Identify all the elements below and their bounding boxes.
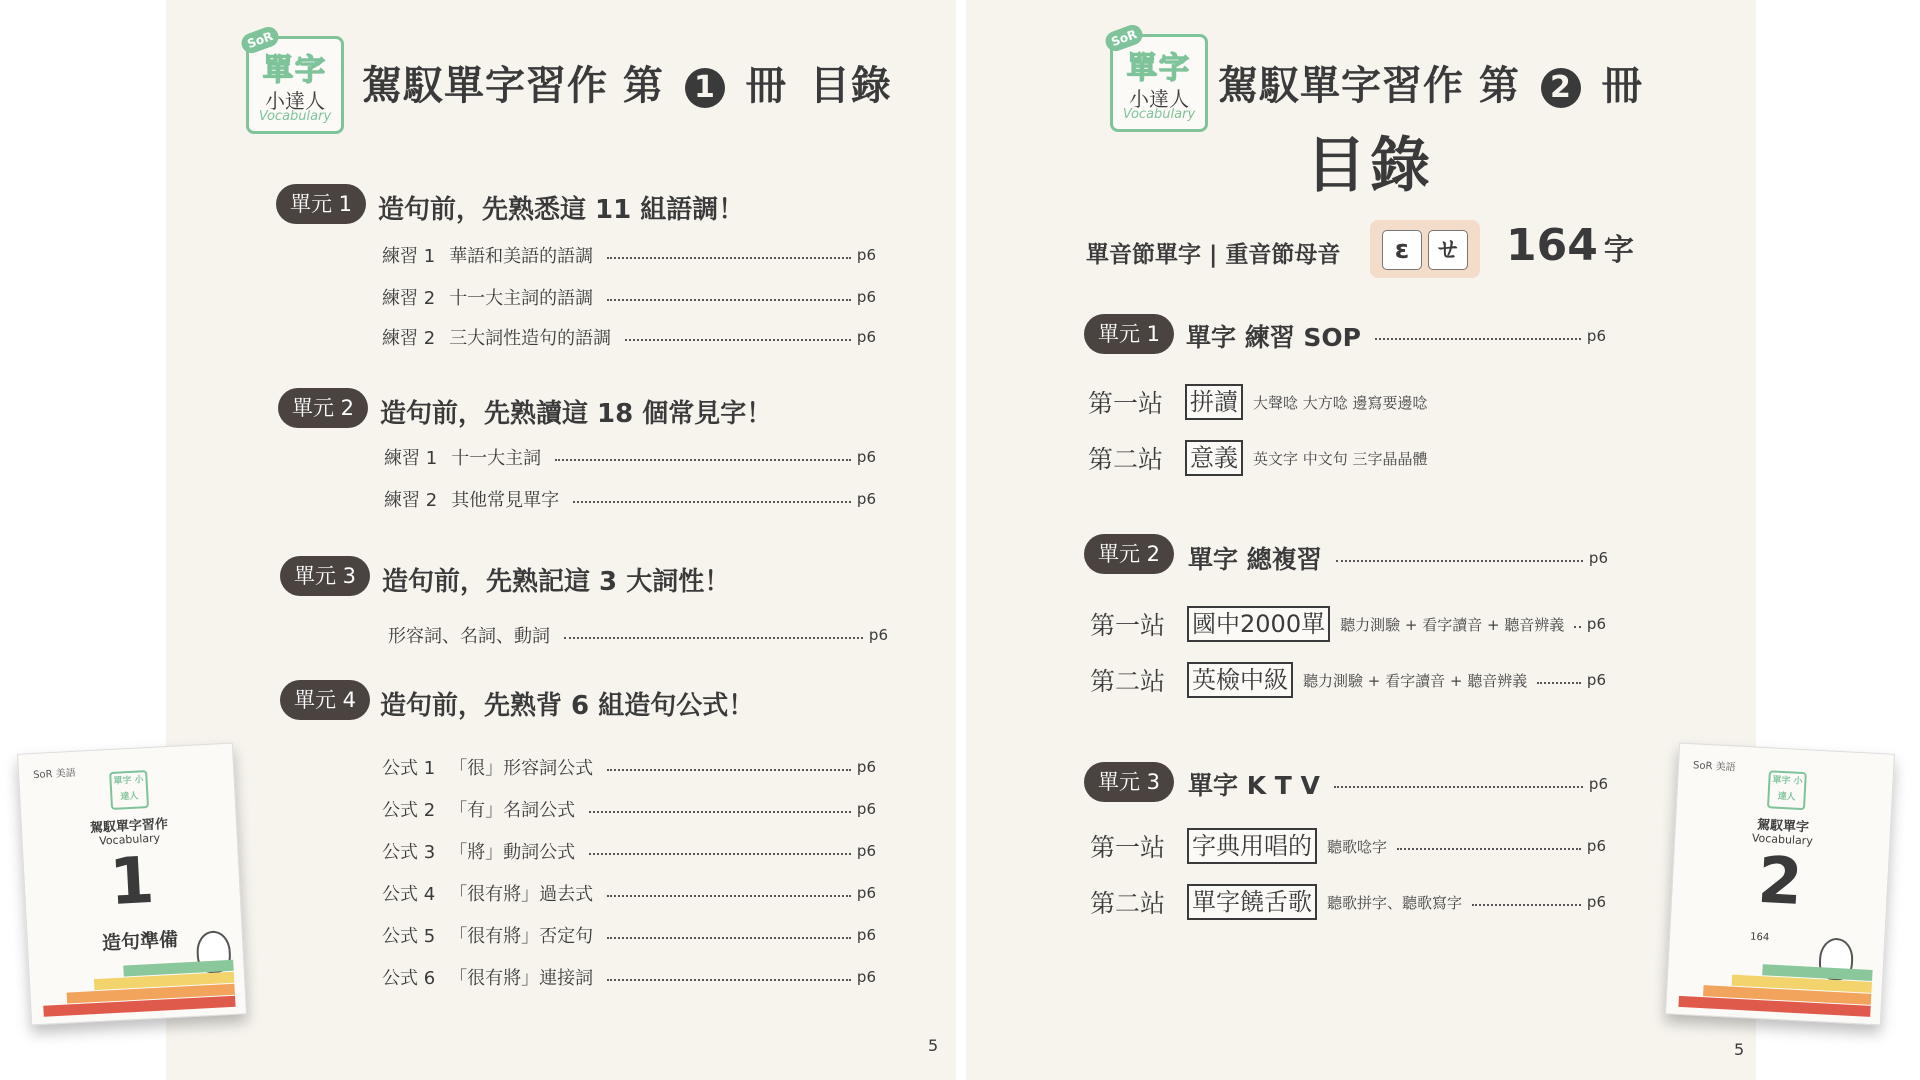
station-topic: 單字饒舌歌 xyxy=(1187,884,1317,920)
logo-sub-text: 小達人 xyxy=(265,89,325,113)
dot-leader xyxy=(555,459,851,461)
station-label: 第一站 xyxy=(1090,833,1166,862)
toc-line[interactable] xyxy=(382,754,876,780)
cover-vocabulary: Vocabulary xyxy=(98,831,161,848)
logo-sor-badge: SoR xyxy=(239,24,282,56)
toc-line-text: 華語和美語的語調 xyxy=(449,246,594,267)
unit-pill: 單元 3 xyxy=(1084,762,1174,802)
toc-line-text: 「很有將」連接詞 xyxy=(449,968,594,989)
dot-leader xyxy=(607,299,851,301)
logo-vocabulary-text: Vocabulary xyxy=(258,109,332,124)
dot-leader xyxy=(589,811,851,813)
unit-pill: 單元 3 xyxy=(280,556,370,596)
dot-leader xyxy=(1574,626,1581,628)
unit-pill: 單元 2 xyxy=(278,388,368,428)
toc-line-text: 「很」形容詞公式 xyxy=(449,758,594,779)
station-topic: 拼讀 xyxy=(1185,384,1243,420)
toc-line-text: 「將」動詞公式 xyxy=(449,842,576,863)
toc-page-number: p6 xyxy=(856,246,876,264)
station-line[interactable] xyxy=(1090,606,1606,642)
toc-line-label: 公式 3 xyxy=(382,842,436,863)
toc-page-number: p6 xyxy=(856,448,876,466)
toc-page-number: p6 xyxy=(1588,549,1608,567)
toc-line[interactable] xyxy=(384,486,876,512)
cover-brand: SoR 美語 xyxy=(32,767,77,782)
toc-page-number: p6 xyxy=(856,926,876,944)
book-number-badge: 1 xyxy=(685,68,725,108)
book-title xyxy=(362,54,892,111)
left-page xyxy=(166,0,956,1080)
toc-page-number: p6 xyxy=(856,842,876,860)
dot-leader xyxy=(607,257,851,259)
toc-heading: 目錄 xyxy=(1306,131,1434,201)
station-topic: 意義 xyxy=(1185,440,1243,476)
toc-line[interactable] xyxy=(388,622,888,648)
station-label: 第一站 xyxy=(1090,611,1166,640)
dot-leader xyxy=(607,895,851,897)
toc-page-number: p6 xyxy=(856,758,876,776)
station-topic: 國中2000單 xyxy=(1187,606,1330,642)
vocabulary-logo xyxy=(245,28,344,134)
cover-volume-number: 2 xyxy=(1755,843,1805,921)
cover-subtitle: 造句準備 xyxy=(101,928,179,955)
book-number-badge: 2 xyxy=(1541,68,1581,108)
station-label: 第二站 xyxy=(1088,445,1164,474)
dot-leader xyxy=(573,501,851,503)
cover-vocabulary: Vocabulary xyxy=(1751,831,1814,848)
unit-title: 單字 K T V xyxy=(1188,771,1320,800)
dot-leader xyxy=(589,853,851,855)
dot-leader xyxy=(1397,848,1581,850)
dot-leader xyxy=(1375,338,1581,340)
toc-line-text: 「很有將」否定句 xyxy=(449,926,594,947)
station-label: 第一站 xyxy=(1088,389,1164,418)
toc-heading: 目錄 xyxy=(809,63,892,109)
toc-line[interactable] xyxy=(382,242,876,268)
book-cover-1 xyxy=(17,743,247,1026)
unit-title: 單字 總複習 xyxy=(1188,545,1322,574)
toc-page-number: p6 xyxy=(868,626,888,644)
station-description: 聽力測驗 + 看字讀音 + 聽音辨義 xyxy=(1303,671,1528,690)
toc-page-number: p6 xyxy=(856,968,876,986)
unit-pill: 單元 4 xyxy=(280,680,370,720)
toc-line[interactable] xyxy=(382,922,876,948)
toc-page-number: p6 xyxy=(1586,615,1606,633)
station-line[interactable] xyxy=(1090,828,1606,864)
station-line[interactable] xyxy=(1090,884,1606,920)
station-description: 聽歌拼字、聽歌寫字 xyxy=(1327,893,1463,912)
dot-leader xyxy=(607,769,851,771)
dot-leader xyxy=(564,637,863,639)
cover-title: 駕馭單字 xyxy=(1756,817,1810,836)
toc-page-number: p6 xyxy=(856,328,876,346)
toc-line-text: 十一大主詞的語調 xyxy=(449,288,594,309)
logo-sub-text: 小達人 xyxy=(1129,87,1189,111)
toc-line[interactable] xyxy=(384,444,876,470)
right-page xyxy=(966,0,1756,1080)
toc-line-label: 公式 5 xyxy=(382,926,436,947)
book-title-suffix: 冊 xyxy=(745,63,787,109)
toc-unit-line[interactable] xyxy=(1186,318,1606,354)
toc-page-number: p6 xyxy=(856,884,876,902)
toc-line-label: 練習 2 xyxy=(382,288,436,309)
toc-page-number: p6 xyxy=(1586,671,1606,689)
toc-line[interactable] xyxy=(382,796,876,822)
dot-leader xyxy=(607,979,851,981)
book-title-suffix: 冊 xyxy=(1601,63,1643,109)
unit-title: 造句前，先熟背 6 組造句公式！ xyxy=(380,691,755,721)
toc-line-text: 其他常見單字 xyxy=(451,490,560,511)
station-line[interactable] xyxy=(1088,440,1438,476)
toc-line-label: 練習 1 xyxy=(382,246,436,267)
toc-page-number: p6 xyxy=(856,490,876,508)
toc-line-label: 練習 1 xyxy=(384,448,438,469)
station-line[interactable] xyxy=(1090,662,1606,698)
toc-line-label: 公式 1 xyxy=(382,758,436,779)
syllable-label: 單音節單字 | 重音節母音 xyxy=(1086,242,1341,268)
station-topic: 英檢中級 xyxy=(1187,662,1293,698)
book-title-prefix: 駕馭單字習作 第 xyxy=(362,63,664,109)
logo-main-text: 單字 xyxy=(263,53,327,88)
ipa-symbol: ɛ xyxy=(1382,230,1422,270)
toc-line[interactable] xyxy=(382,284,876,310)
station-description: 英文字 中文句 三字晶晶體 xyxy=(1253,449,1428,468)
toc-line-text: 「很有將」過去式 xyxy=(449,884,594,905)
station-label: 第二站 xyxy=(1090,667,1166,696)
dot-leader xyxy=(1334,786,1583,788)
logo-sor-badge: SoR xyxy=(1103,22,1146,54)
page-number: 5 xyxy=(1734,1040,1745,1059)
toc-line-label: 公式 4 xyxy=(382,884,436,905)
toc-page-number: p6 xyxy=(1588,775,1608,793)
station-description: 聽歌唸字 xyxy=(1327,837,1388,856)
page-number: 5 xyxy=(928,1036,939,1055)
syllable-symbol-box xyxy=(1370,220,1480,278)
dot-leader xyxy=(1537,682,1581,684)
station-description: 聽力測驗 + 看字讀音 + 聽音辨義 xyxy=(1340,615,1565,634)
toc-line-label: 公式 6 xyxy=(382,968,436,989)
cover-brand: SoR 美語 xyxy=(1692,760,1736,774)
station-label: 第二站 xyxy=(1090,889,1166,918)
toc-page-number: p6 xyxy=(1586,327,1606,345)
logo-vocabulary-text: Vocabulary xyxy=(1122,107,1196,122)
toc-line[interactable] xyxy=(382,880,876,906)
unit-pill: 單元 1 xyxy=(1084,314,1174,354)
toc-line-label: 練習 2 xyxy=(384,490,438,511)
toc-line[interactable] xyxy=(382,324,876,350)
toc-line[interactable] xyxy=(382,964,876,990)
toc-page-number: p6 xyxy=(856,800,876,818)
toc-page-number: p6 xyxy=(856,288,876,306)
book-cover-2 xyxy=(1665,743,1895,1026)
vocabulary-logo xyxy=(1109,26,1208,132)
toc-unit-line[interactable] xyxy=(1188,766,1608,802)
cover-volume-number: 1 xyxy=(107,843,157,921)
unit-title: 造句前，先熟悉這 11 組語調！ xyxy=(378,195,745,225)
toc-unit-line[interactable] xyxy=(1188,540,1608,576)
toc-line-label: 練習 2 xyxy=(382,328,436,349)
unit-pill: 單元 1 xyxy=(276,184,366,224)
cover-word-count: 164 xyxy=(1749,931,1770,944)
dot-leader xyxy=(1336,560,1583,562)
cover-logo: 單字 小達人 xyxy=(1767,770,1807,810)
dot-leader xyxy=(625,339,851,341)
toc-line[interactable] xyxy=(382,838,876,864)
unit-title: 單字 練習 SOP xyxy=(1186,323,1361,352)
cover-title: 駕馭單字習作 xyxy=(89,817,169,837)
cover-logo: 單字 小達人 xyxy=(109,770,149,810)
station-topic: 字典用唱的 xyxy=(1187,828,1317,864)
dot-leader xyxy=(607,937,851,939)
unit-pill: 單元 2 xyxy=(1084,534,1174,574)
book-title xyxy=(1218,54,1643,111)
toc-page-number: p6 xyxy=(1586,837,1606,855)
toc-line-text: 形容詞、名詞、動詞 xyxy=(388,626,550,647)
word-count-unit: 字 xyxy=(1603,233,1634,268)
word-count xyxy=(1506,220,1634,271)
book-title-prefix: 駕馭單字習作 第 xyxy=(1218,63,1520,109)
toc-line-text: 「有」名詞公式 xyxy=(449,800,576,821)
station-line[interactable] xyxy=(1088,384,1438,420)
toc-page-number: p6 xyxy=(1586,893,1606,911)
toc-line-text: 三大詞性造句的語調 xyxy=(449,328,612,349)
dot-leader xyxy=(1472,904,1581,906)
word-count-number: 164 xyxy=(1506,220,1598,271)
zhuyin-symbol: ㄝ xyxy=(1428,230,1468,270)
station-description: 大聲唸 大方唸 邊寫要邊唸 xyxy=(1253,393,1428,412)
toc-line-label: 公式 2 xyxy=(382,800,436,821)
unit-title: 造句前，先熟讀這 18 個常見字！ xyxy=(380,399,773,429)
unit-title: 造句前，先熟記這 3 大詞性！ xyxy=(382,567,731,597)
toc-line-text: 十一大主詞 xyxy=(451,448,542,469)
logo-main-text: 單字 xyxy=(1127,51,1191,86)
